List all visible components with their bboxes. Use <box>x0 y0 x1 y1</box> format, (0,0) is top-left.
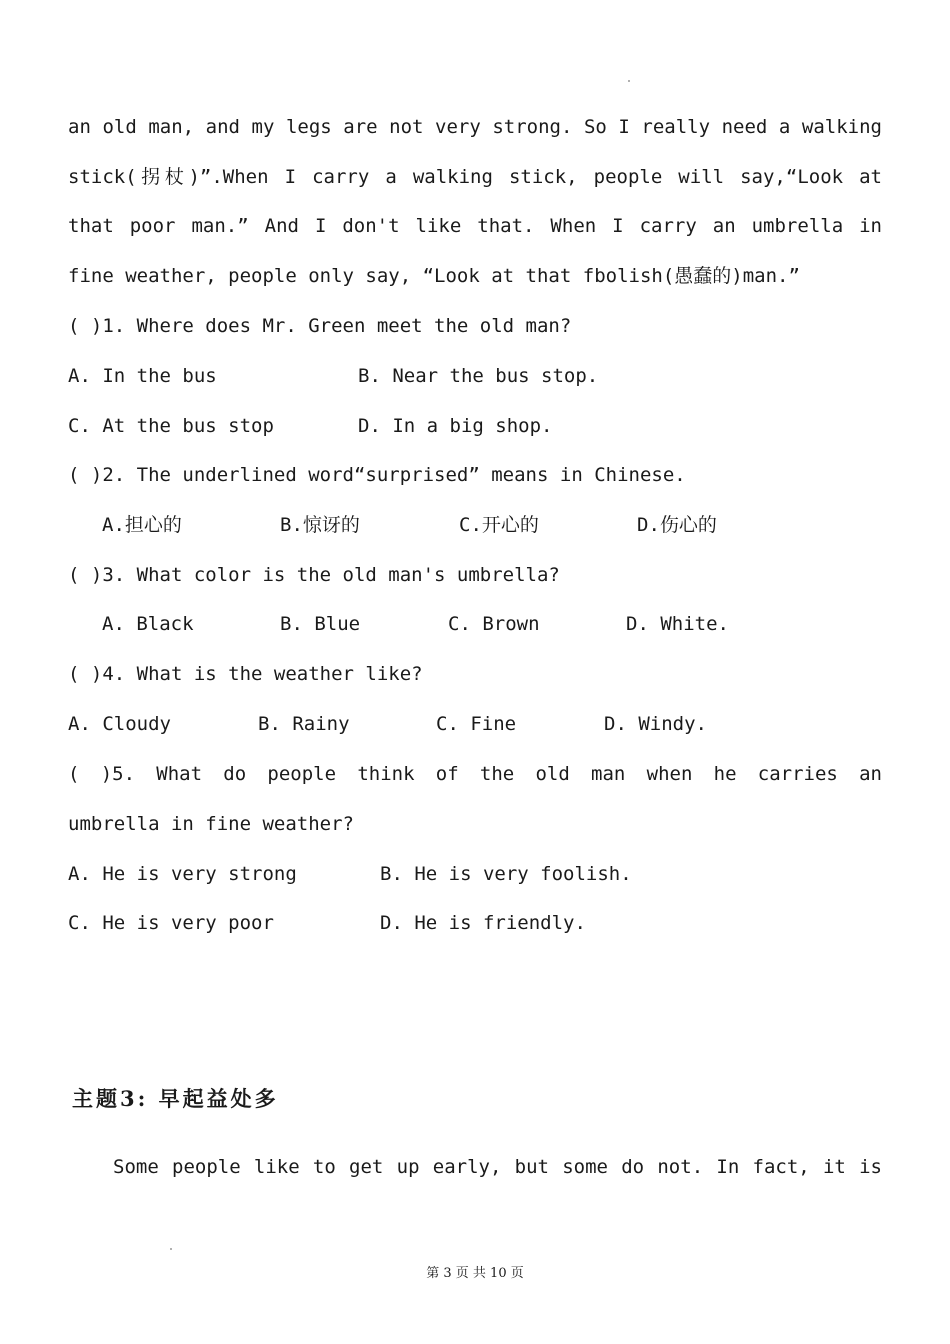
answer-option: B. He is very foolish. <box>380 863 632 885</box>
question-stem: ( )5. What do people think of the old man when he carries an <box>68 763 882 785</box>
answer-option: A. In the bus <box>68 365 217 387</box>
passage-line: fine weather, people only say, “Look at that fbolish(愚蠢的)man.” <box>68 265 800 287</box>
passage-line: stick(拐杖)”.When I carry a walking stick, people will say,“Look at <box>68 166 882 188</box>
page-footer: 第 3 页 共 10 页 <box>426 1266 524 1281</box>
passage-line: an old man, and my legs are not very strong. So I really need a walking <box>68 116 882 138</box>
answer-option: D. He is friendly. <box>380 912 586 934</box>
answer-option: D. White. <box>626 613 729 635</box>
answer-option: D.伤心的 <box>637 514 717 536</box>
answer-option: B. Blue <box>280 613 361 635</box>
question-stem: ( )4. What is the weather like? <box>68 663 423 685</box>
answer-option: D. Windy. <box>604 713 707 735</box>
answer-option: A. Cloudy <box>68 713 171 735</box>
answer-option: B.惊讶的 <box>280 514 360 536</box>
scan-dot <box>628 80 630 82</box>
answer-option: B. Rainy <box>258 713 350 735</box>
answer-option: C. Fine <box>436 713 517 735</box>
question-stem: ( )1. Where does Mr. Green meet the old man? <box>68 315 572 337</box>
scan-dot <box>170 1248 172 1250</box>
answer-option: A. He is very strong <box>68 863 297 885</box>
question-stem: ( )3. What color is the old man's umbrella? <box>68 564 560 586</box>
answer-option: A.担心的 <box>102 514 182 536</box>
answer-option: C. At the bus stop <box>68 415 274 437</box>
question-stem-continued: umbrella in fine weather? <box>68 813 354 835</box>
section-intro: Some people like to get up early, but some do not. In fact, it is <box>113 1156 882 1178</box>
answer-option: C. Brown <box>448 613 540 635</box>
passage-line: that poor man.” And I don't like that. When I carry an umbrella in <box>68 215 882 237</box>
answer-option: B. Near the bus stop. <box>358 365 599 387</box>
answer-option: C. He is very poor <box>68 912 274 934</box>
answer-option: D. In a big shop. <box>358 415 553 437</box>
answer-option: A. Black <box>102 613 194 635</box>
question-stem: ( )2. The underlined word“surprised” means in Chinese. <box>68 464 686 486</box>
section-title: 主题3: 早起益处多 <box>72 1086 279 1111</box>
answer-option: C.开心的 <box>459 514 539 536</box>
